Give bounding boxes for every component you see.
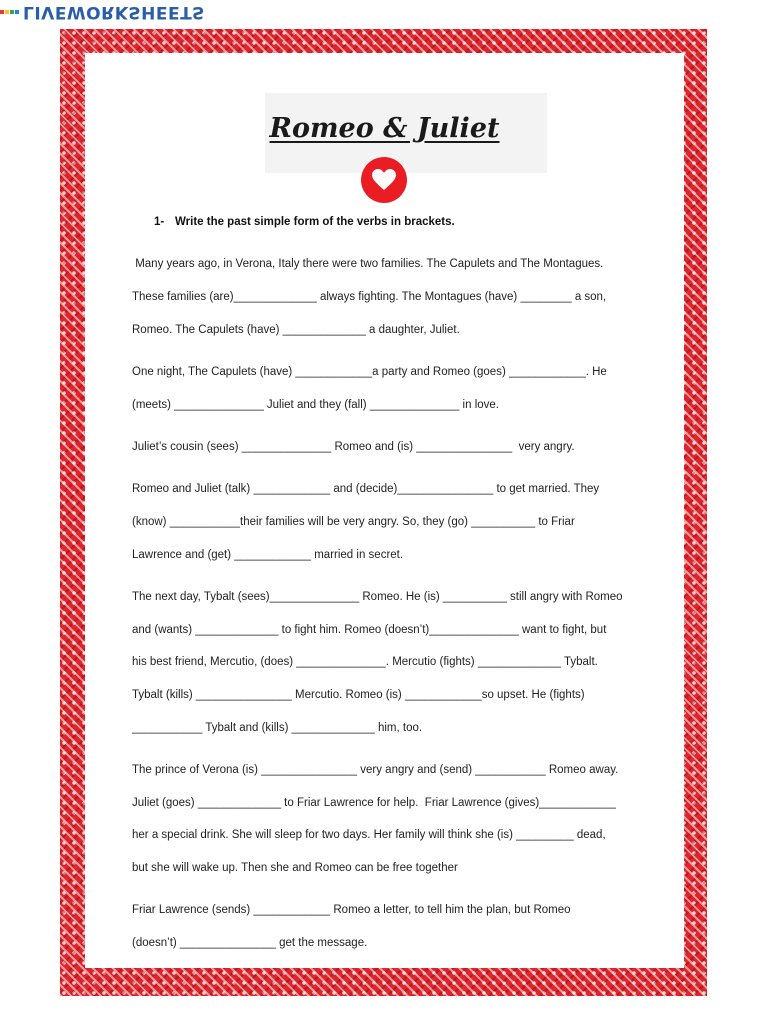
text-line: but she will wake up. Then she and Romeo can be free together bbox=[132, 862, 458, 874]
text-line: Juliet (goes) _____________ to Friar Lawrence for help. Friar Lawrence (gives)____________ bbox=[132, 797, 616, 809]
text-line: These families (are)_____________ always fighting. The Montagues (have) ________ a son, bbox=[132, 291, 607, 303]
worksheet-page bbox=[85, 53, 684, 968]
instruction-number: 1- bbox=[154, 216, 165, 228]
liveworksheets-logo[interactable] bbox=[0, 0, 205, 24]
text-line: Friar Lawrence (sends) ____________ Romeo a letter, to tell him the plan, but Romeo bbox=[132, 904, 571, 916]
text-line: Romeo. The Capulets (have) _____________ a daughter, Juliet. bbox=[132, 324, 460, 336]
text-line: Lawrence and (get) ____________ married in secret. bbox=[132, 549, 404, 561]
text-line: Romeo and Juliet (talk) ____________ and (decide)_______________ to get married. They bbox=[132, 483, 600, 495]
text-line: (know) ___________their families will be very angry. So, they (go) __________ to Friar bbox=[132, 516, 575, 528]
text-line: and (wants) _____________ to fight him. Romeo (doesn’t)______________ want to fight, but bbox=[132, 624, 607, 636]
instruction-text: Write the past simple form of the verbs in brackets. bbox=[175, 216, 455, 228]
worksheet-title: Romeo & Juliet bbox=[269, 113, 500, 144]
decorative-border bbox=[60, 29, 707, 996]
text-line: Juliet’s cousin (sees) ______________ Romeo and (is) _______________ very angry. bbox=[132, 441, 575, 453]
text-line: ___________ Tybalt and (kills) _____________ him, too. bbox=[132, 722, 423, 734]
logo-squares-icon bbox=[0, 10, 19, 14]
text-line: The prince of Verona (is) _______________ very angry and (send) ___________ Romeo away. bbox=[132, 764, 619, 776]
logo-text: LIVEWORKSHEETS bbox=[23, 2, 205, 22]
text-line: (meets) ______________ Juliet and they (fall) ______________ in love. bbox=[132, 399, 499, 411]
text-line: The next day, Tybalt (sees)______________ Romeo. He (is) __________ still angry with Romeo bbox=[132, 591, 623, 603]
instruction bbox=[154, 216, 455, 228]
text-line: Tybalt (kills) _______________ Mercutio. Romeo (is) ____________so upset. He (fights) bbox=[132, 689, 585, 701]
text-line: Many years ago, in Verona, Italy there were two families. The Capulets and The Montagues. bbox=[132, 258, 604, 270]
text-line: his best friend, Mercutio, (does) ______________. Mercutio (fights) _____________ Tybalt. bbox=[132, 656, 598, 668]
text-line: (doesn’t) _______________ get the message. bbox=[132, 937, 368, 949]
text-line: One night, The Capulets (have) ____________a party and Romeo (goes) ____________. He bbox=[132, 366, 607, 378]
text-line: her a special drink. She will sleep for two days. Her family will think she (is) _________ dead, bbox=[132, 829, 606, 841]
heart-icon bbox=[361, 157, 407, 203]
